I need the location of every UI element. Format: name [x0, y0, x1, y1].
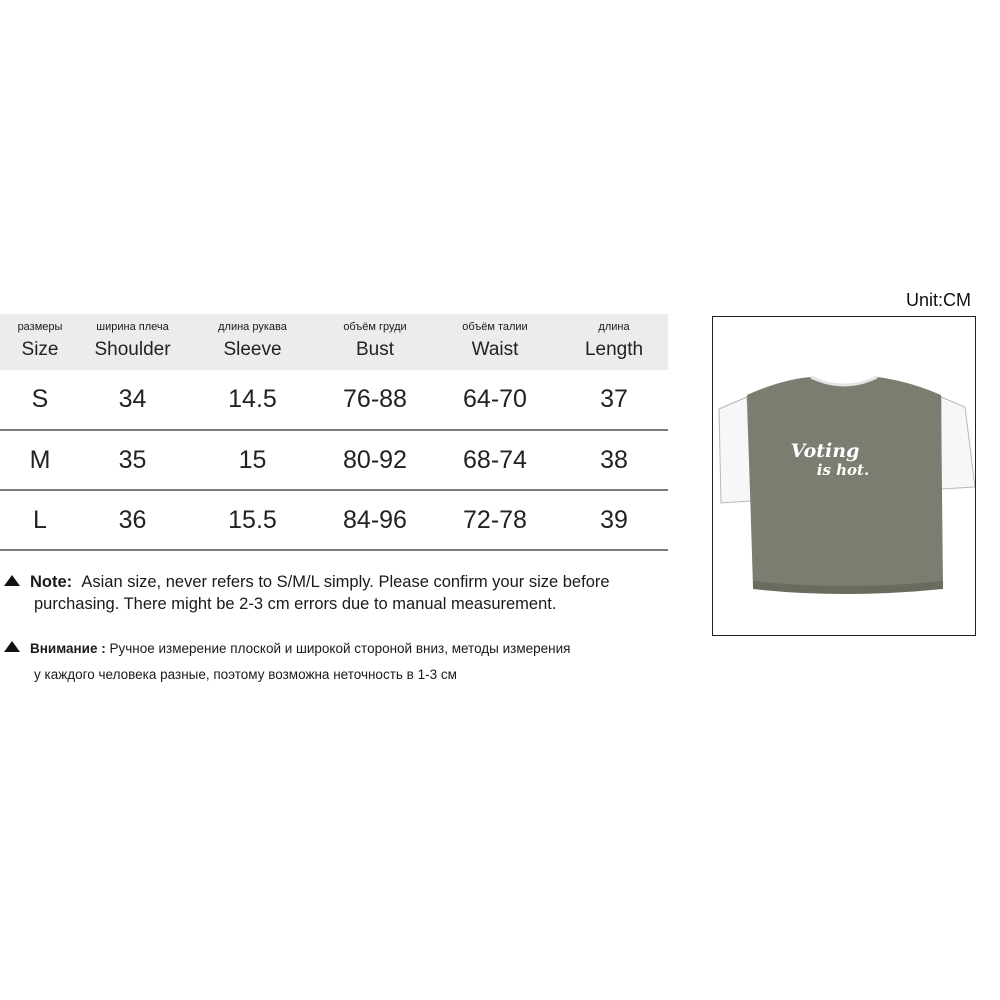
header-size-ru: размеры [17, 321, 63, 333]
cell-size: L [33, 505, 47, 534]
right-sleeve [941, 397, 975, 489]
print-text-line1: Voting [790, 440, 860, 462]
cell-length: 38 [600, 445, 628, 474]
note-ru-line2: у каждого человека разные, поэтому возможна неточность в 1-3 см [34, 667, 457, 682]
note-ru-line1: Ручное измерение плоской и широкой стороной вниз, методы измерения [109, 641, 571, 656]
header-size-en: Size [21, 339, 59, 360]
header-waist-en: Waist [471, 339, 519, 360]
header-shoulder [80, 314, 185, 370]
cell-shoulder: 34 [118, 385, 147, 413]
cell-length: 39 [600, 505, 628, 534]
note-english [4, 571, 694, 615]
header-sleeve-en: Sleeve [223, 339, 282, 360]
cell-shoulder: 36 [118, 505, 147, 534]
print-text-line2: is hot. [816, 461, 870, 479]
unit-label: Unit:CM [906, 290, 972, 310]
header-waist [430, 314, 560, 370]
product-image-frame [712, 316, 976, 636]
header-sleeve [185, 314, 320, 370]
note-russian [4, 636, 694, 688]
header-length-ru: длина [598, 321, 630, 333]
warning-triangle-icon [4, 575, 20, 586]
cell-waist: 68-74 [463, 445, 527, 474]
cell-sleeve: 14.5 [228, 385, 277, 413]
cell-bust: 80-92 [343, 445, 407, 474]
note-en-heading: Note: [30, 573, 73, 591]
cell-length: 37 [600, 385, 628, 413]
size-chart-table [0, 314, 668, 551]
cell-size: M [29, 445, 51, 474]
cell-size: S [31, 385, 49, 413]
header-bust-en: Bust [355, 339, 395, 360]
header-bust-ru: объём груди [343, 321, 407, 333]
cell-sleeve: 15 [238, 445, 267, 474]
note-en-line1: Asian size, never refers to S/M/L simply. Please confirm your size before [81, 573, 610, 591]
header-shoulder-ru: ширина плеча [96, 321, 169, 333]
table-header-row [0, 314, 668, 370]
cell-bust: 76-88 [343, 385, 407, 413]
cell-bust: 84-96 [343, 505, 407, 534]
shirt-body [747, 377, 943, 593]
cell-shoulder: 35 [118, 445, 147, 474]
note-en-line2: purchasing. There might be 2-3 cm errors due to manual measurement. [34, 595, 557, 613]
header-shoulder-en: Shoulder [94, 339, 171, 360]
header-size [0, 314, 80, 370]
header-bust [320, 314, 430, 370]
header-length [560, 314, 668, 370]
warning-triangle-icon [4, 641, 20, 652]
note-ru-heading: Внимание : [30, 641, 106, 656]
table-row [0, 490, 668, 550]
cell-sleeve: 15.5 [228, 505, 277, 534]
table-row [0, 430, 668, 490]
table-row [0, 370, 668, 430]
crop-top-illustration [713, 317, 975, 635]
header-sleeve-ru: длина рукава [218, 321, 287, 333]
header-length-en: Length [584, 339, 644, 360]
cell-waist: 72-78 [463, 505, 527, 534]
left-sleeve [719, 397, 751, 503]
cell-waist: 64-70 [463, 385, 527, 413]
header-waist-ru: объём талии [462, 321, 528, 333]
